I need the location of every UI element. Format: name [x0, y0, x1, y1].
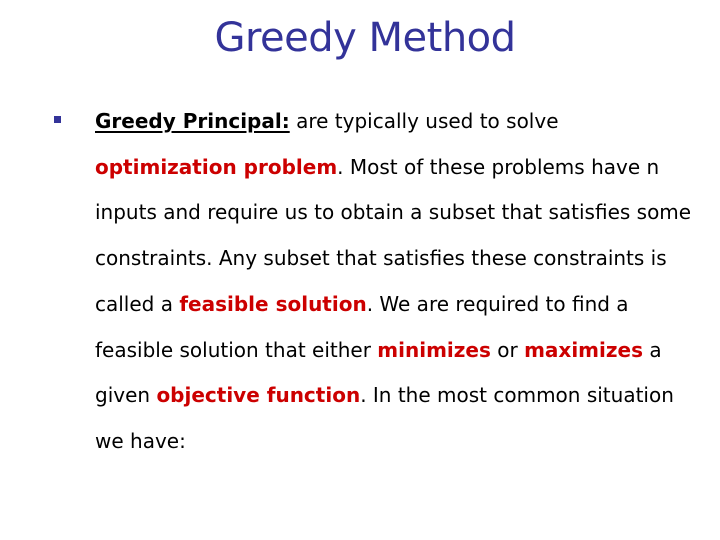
bullet-text-segment: are typically used to solve [289, 109, 559, 133]
bullet-paragraph [95, 99, 695, 465]
bullet-text-segment: . Most of these problems have n inputs and require us to obtain a subset that satisfies some constraints. Any subset that satisfies these constraints is called a [95, 154, 692, 316]
bullet-text-segment: . We are required to find a feasible solution that either [95, 291, 629, 362]
term-maximizes: maximizes [524, 337, 643, 362]
term-minimizes: minimizes [377, 337, 491, 362]
term-feasible-solution: feasible solution [179, 291, 367, 316]
slide-title: Greedy Method [214, 15, 516, 61]
bullet-heading: Greedy Principal: [95, 109, 290, 133]
term-objective-function: objective function [156, 383, 361, 408]
square-bullet-icon [54, 116, 61, 123]
bullet-text-segment: a given [95, 337, 662, 408]
bullet-text-segment: . In the most common situation we have: [95, 383, 674, 453]
bullet-text-segment: or [490, 337, 525, 362]
term-optimization-problem: optimization problem [95, 154, 338, 179]
